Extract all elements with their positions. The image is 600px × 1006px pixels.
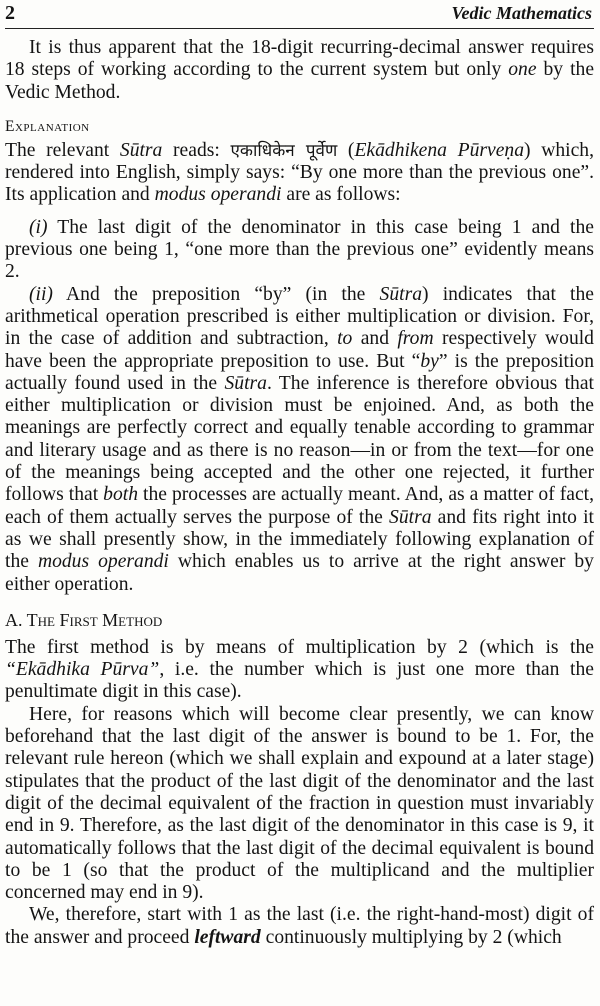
explanation-paragraph: The relevant Sūtra reads: एकाधिकेन पूर्वेण (Ekādhikena Pūrveṇa) which, rendered into English, simply says: “By one more than the previous one”. Its application and modus operandi are as follows: bbox=[5, 139, 594, 206]
header-rule bbox=[5, 28, 594, 29]
intro-paragraph: It is thus apparent that the 18-digit recurring-decimal answer requires 18 steps of working according to the current system but only one by the Vedic Method. bbox=[5, 37, 595, 103]
list-item-ii: (ii) And the preposition “by” (in the Sūtra) indicates that the arithmetical operation prescribed is either multiplication or division. For, in the case of addition and subtraction, to and from respectively would have been the appropriate preposition to use. But “by” is the preposition actually found used in the Sūtra. The inference is therefore obvious that either multiplication or division must be enjoined. And, as both the meanings are perfectly correct and equally tenable according to grammar and literary usage and as there is no reason—in or from the text—for one of the meanings being accepted and the other one rejected, it further follows that both the processes are actually meant. And, as a matter of fact, each of them actually serves the purpose of the Sūtra and fits right into it as we shall presently show, in the immediately following explanation of the modus operandi which enables us to arrive at the right answer by either operation. bbox=[5, 283, 595, 595]
devanagari-sutra: एकाधिकेन पूर्वेण bbox=[230, 140, 338, 161]
list-item-i: (i) The last digit of the denominator in this case being 1 and the previous one being 1, “one more than the previous one” evidently means 2. bbox=[5, 216, 594, 283]
section-heading-explanation: Explanation bbox=[5, 117, 90, 135]
running-title: Vedic Mathematics bbox=[451, 3, 592, 23]
first-method-paragraph-2: Here, for reasons which will become clear presently, we can know beforehand that the last digit of the answer is bound to be 1. For, the relevant rule hereon (which we shall explain and expound at a later stage) stipulates that the product of the last digit of the denominator and the last digit of the decimal equivalent of the fraction in question must invariably end in 9. Therefore, as the last digit of the denominator in this case is 9, it automatically follows that the last digit of the decimal equivalent is bound to be 1 (so that the product of the multiplicand and the multiplier concerned may end in 9). bbox=[5, 703, 594, 904]
first-method-paragraph-3: We, therefore, start with 1 as the last (i.e. the right-hand-most) digit of the answer and proceed leftward continuously multiplying by 2 (which bbox=[5, 904, 594, 948]
first-method-paragraph-1: The first method is by means of multiplication by 2 (which is the “Ekādhika Pūrva”, i.e. the number which is just one more than the penultimate digit in this case). bbox=[5, 636, 594, 703]
page-header bbox=[5, 0, 594, 28]
section-heading-first-method: A. The First Method bbox=[5, 609, 163, 630]
page-number: 2 bbox=[5, 2, 15, 24]
